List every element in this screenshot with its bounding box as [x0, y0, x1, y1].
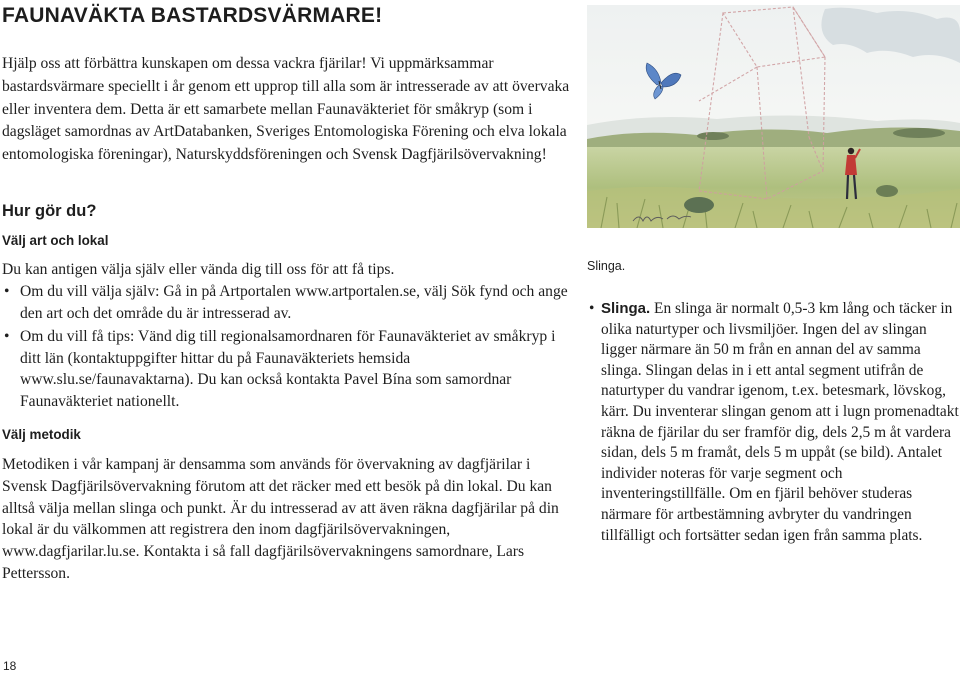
- list-item-text: Om du vill välja själv: Gå in på Artportalen www.artportalen.se, välj Sök fynd och ange den art och det område du är intresserad av.: [20, 283, 568, 322]
- bullet-icon: •: [4, 283, 10, 300]
- section-heading-method: Välj metodik: [2, 427, 81, 442]
- list-item: [587, 299, 959, 546]
- species-intro-text: Du kan antigen välja själv eller vända dig till oss för att få tips.: [2, 261, 395, 278]
- slinga-description-list: [587, 299, 959, 546]
- intro-paragraph: Hjälp oss att förbättra kunskapen om dessa vackra fjärilar! Vi uppmärksammar bastardsvärmare speciellt i år genom ett upprop till alla som är intresserade av att övervaka eller inventera dem. Detta är ett samarbete mellan Faunaväkteriet för småkryp (som i dagsläget samordnas av ArtDatabanken, Sveriges Entomologiska Förening och elva lokala entomologiska föreningar), Naturskyddsföreningen och Svensk Dagfjärilsövervakning!: [2, 55, 570, 164]
- slinga-text: En slinga är normalt 0,5-3 km lång och täcker in olika naturtyper och livsmiljöer. Ingen del av slingan ligger närmare än 50 m från en annan del av samma slinga. Slingan delas in i ett antal segment utifrån de naturtyper du vandrar igenom, t.ex. betesmark, lövskog, kärr. Du inventerar slingan genom att i lugn promenadtakt räkna de fjärilar du ser framför dig, dels 2,5 m åt vardera sidan, dels 5 m framåt, dels 5 m uppåt (se bild). Antalet individer noteras för varje segment och inventeringstillfälle. Om en fjäril behöver studeras närmare för artbestämning avbryter du vandringen tillfälligt och fortsätter sedan igen från samma plats.: [601, 300, 959, 544]
- watercolor-illustration: [587, 5, 960, 228]
- shrub: [684, 197, 714, 213]
- illustration-caption: Slinga.: [587, 259, 626, 273]
- page-title: FAUNAVÄKTA BASTARDSVÄRMARE!: [2, 4, 383, 27]
- how-heading: Hur gör du?: [2, 202, 97, 220]
- species-options-list: [2, 281, 574, 412]
- distant-bush: [697, 132, 729, 140]
- slinga-term: Slinga.: [601, 300, 651, 317]
- list-item: [2, 326, 574, 412]
- method-paragraph: Metodiken i vår kampanj är densamma som används för övervakning av dagfjärilar i Svensk Dagfjärilsövervakning förutom att det räcker med ett besök på din lokal. Du kan alltså välja mellan slinga och punkt. Är du intresserad av att även räkna dagfjärilar på din lokal är du välkommen att registrera den inom dagfjärilsövervakningen, www.dagfjarilar.lu.se. Kontakta i så fall dagfjärilsövervakningens samordnare, Lars Pettersson.: [2, 456, 559, 582]
- page-number: 18: [3, 659, 17, 673]
- list-item-text: Om du vill få tips: Vänd dig till regionalsamordnaren för Faunaväkteriet av småkryp i ditt län (kontaktuppgifter hittar du på Faunaväkteriets hemsida www.slu.se/faunavaktarna). Du kan också kontakta Pavel Bína som samordnar Faunaväkteriet nationellt.: [20, 328, 556, 410]
- distant-bush: [893, 128, 945, 138]
- shrub: [876, 185, 898, 197]
- section-heading-species: Välj art och lokal: [2, 233, 109, 248]
- bullet-icon: •: [4, 328, 10, 345]
- list-item: [2, 281, 574, 324]
- bullet-icon: •: [589, 300, 595, 317]
